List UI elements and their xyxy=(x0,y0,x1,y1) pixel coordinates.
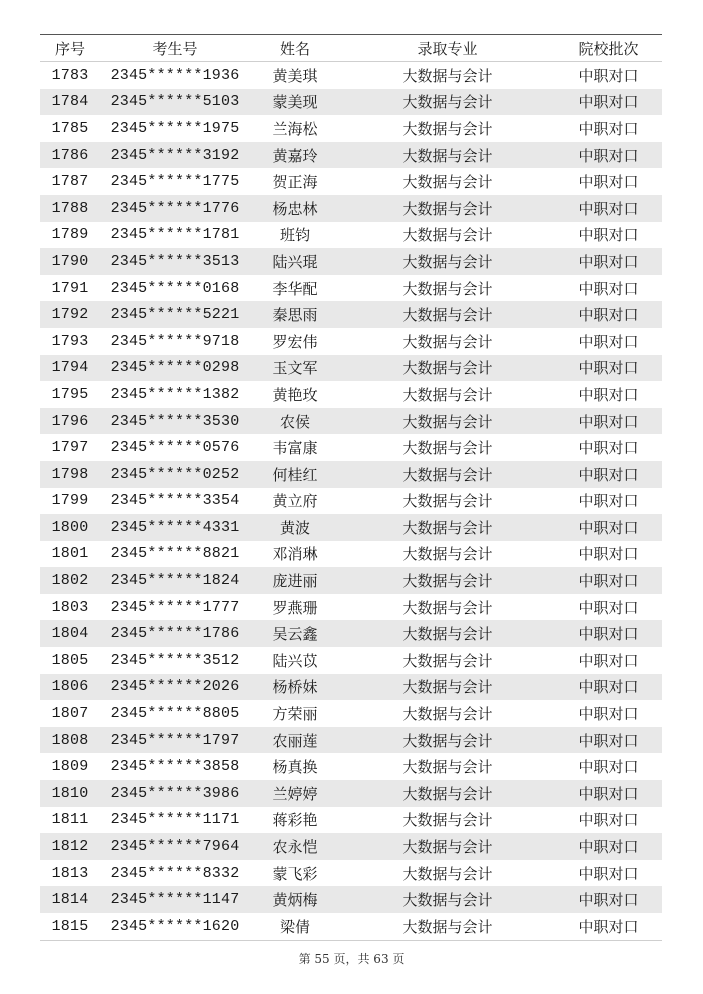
table-row xyxy=(40,541,662,568)
batch-cell: 中职对口 xyxy=(555,408,662,435)
table-row xyxy=(40,355,662,382)
header-batch: 院校批次 xyxy=(555,35,662,62)
candidate-id-cell: 2345******0252 xyxy=(100,461,250,488)
candidate-id-cell: 2345******8805 xyxy=(110,705,240,723)
serial-number-cell: 1801 xyxy=(51,545,89,563)
serial-number-cell: 1788 xyxy=(40,195,100,222)
name-cell: 蒋彩艳 xyxy=(272,811,318,830)
table-body xyxy=(40,62,662,941)
table-row xyxy=(40,753,662,780)
name-cell: 蒙美现 xyxy=(250,89,340,116)
name-cell: 兰海松 xyxy=(272,119,318,138)
serial-number-cell: 1786 xyxy=(40,142,100,169)
name-cell: 黄炳梅 xyxy=(250,886,340,913)
candidate-id-cell: 2345******8821 xyxy=(110,545,240,563)
major-cell: 大数据与会计 xyxy=(402,545,493,564)
major-cell: 大数据与会计 xyxy=(402,651,493,670)
major-cell: 大数据与会计 xyxy=(340,355,555,382)
major-cell: 大数据与会计 xyxy=(340,620,555,647)
serial-number-cell: 1811 xyxy=(51,811,89,829)
serial-number-cell: 1790 xyxy=(40,248,100,275)
table-row xyxy=(40,168,662,195)
candidate-id-cell: 2345******1786 xyxy=(100,620,250,647)
name-cell: 兰婷婷 xyxy=(250,780,340,807)
batch-cell: 中职对口 xyxy=(555,195,662,222)
candidate-id-cell: 2345******1936 xyxy=(110,66,240,84)
candidate-id-cell: 2345******1781 xyxy=(110,226,240,244)
name-cell: 班钧 xyxy=(279,226,310,245)
major-cell: 大数据与会计 xyxy=(340,195,555,222)
candidate-id-cell: 2345******5103 xyxy=(100,89,250,116)
name-cell: 陆兴琨 xyxy=(250,248,340,275)
table-row xyxy=(40,913,662,940)
candidate-id-cell: 2345******1824 xyxy=(100,567,250,594)
batch-cell: 中职对口 xyxy=(555,780,662,807)
major-cell: 大数据与会计 xyxy=(340,674,555,701)
batch-cell: 中职对口 xyxy=(578,332,639,351)
name-cell: 黄波 xyxy=(250,514,340,541)
table-row xyxy=(40,195,662,222)
serial-number-cell: 1803 xyxy=(51,598,89,616)
serial-number-cell: 1793 xyxy=(51,332,89,350)
serial-number-cell: 1805 xyxy=(51,651,89,669)
batch-cell: 中职对口 xyxy=(555,674,662,701)
table-row xyxy=(40,381,662,408)
batch-cell: 中职对口 xyxy=(555,567,662,594)
major-cell: 大数据与会计 xyxy=(402,226,493,245)
candidate-id-cell: 2345******1975 xyxy=(110,119,240,137)
table-header-row xyxy=(40,35,662,62)
serial-number-cell: 1794 xyxy=(40,355,100,382)
table-row xyxy=(40,461,662,488)
table-row xyxy=(40,674,662,701)
table-row xyxy=(40,62,662,89)
major-cell: 大数据与会计 xyxy=(340,248,555,275)
serial-number-cell: 1799 xyxy=(51,492,89,510)
batch-cell: 中职对口 xyxy=(555,886,662,913)
table-row xyxy=(40,620,662,647)
major-cell: 大数据与会计 xyxy=(340,886,555,913)
name-cell: 农丽莲 xyxy=(250,727,340,754)
serial-number-cell: 1806 xyxy=(40,674,100,701)
name-cell: 方荣丽 xyxy=(272,705,318,724)
name-cell: 杨忠林 xyxy=(250,195,340,222)
serial-number-cell: 1796 xyxy=(40,408,100,435)
batch-cell: 中职对口 xyxy=(578,705,639,724)
serial-number-cell: 1791 xyxy=(51,279,89,297)
serial-number-cell: 1784 xyxy=(40,89,100,116)
batch-cell: 中职对口 xyxy=(578,651,639,670)
name-cell: 何桂红 xyxy=(250,461,340,488)
candidate-id-cell: 2345******3858 xyxy=(110,758,240,776)
batch-cell: 中职对口 xyxy=(578,279,639,298)
major-cell: 大数据与会计 xyxy=(402,385,493,404)
name-cell: 农侯 xyxy=(250,408,340,435)
batch-cell: 中职对口 xyxy=(578,226,639,245)
major-cell: 大数据与会计 xyxy=(402,705,493,724)
name-cell: 罗宏伟 xyxy=(272,332,318,351)
candidate-id-cell: 2345******3192 xyxy=(100,142,250,169)
header-major: 录取专业 xyxy=(340,35,555,62)
candidate-id-cell: 2345******1797 xyxy=(100,727,250,754)
serial-number-cell: 1787 xyxy=(51,173,89,191)
candidate-id-cell: 2345******4331 xyxy=(100,514,250,541)
batch-cell: 中职对口 xyxy=(555,514,662,541)
batch-cell: 中职对口 xyxy=(578,492,639,511)
name-cell: 吴云鑫 xyxy=(250,620,340,647)
major-cell: 大数据与会计 xyxy=(340,514,555,541)
batch-cell: 中职对口 xyxy=(555,727,662,754)
candidate-id-cell: 2345******0298 xyxy=(100,355,250,382)
candidate-id-cell: 2345******7964 xyxy=(100,833,250,860)
candidate-id-cell: 2345******3513 xyxy=(100,248,250,275)
name-cell: 黄艳玫 xyxy=(272,385,318,404)
batch-cell: 中职对口 xyxy=(555,461,662,488)
major-cell: 大数据与会计 xyxy=(340,727,555,754)
table-row xyxy=(40,488,662,515)
candidate-id-cell: 2345******1775 xyxy=(110,173,240,191)
serial-number-cell: 1798 xyxy=(40,461,100,488)
major-cell: 大数据与会计 xyxy=(340,142,555,169)
major-cell: 大数据与会计 xyxy=(402,279,493,298)
batch-cell: 中职对口 xyxy=(578,545,639,564)
serial-number-cell: 1783 xyxy=(51,66,89,84)
candidate-id-cell: 2345******1777 xyxy=(110,598,240,616)
candidate-id-cell: 2345******0576 xyxy=(110,439,240,457)
batch-cell: 中职对口 xyxy=(578,598,639,617)
serial-number-cell: 1797 xyxy=(51,439,89,457)
header-name: 姓名 xyxy=(250,35,340,62)
serial-number-cell: 1815 xyxy=(40,913,100,940)
major-cell: 大数据与会计 xyxy=(340,833,555,860)
table-row xyxy=(40,647,662,674)
serial-number-cell: 1789 xyxy=(51,226,89,244)
major-cell: 大数据与会计 xyxy=(402,332,493,351)
name-cell: 黄嘉玲 xyxy=(250,142,340,169)
table-row xyxy=(40,860,662,887)
serial-number-cell: 1810 xyxy=(40,780,100,807)
table-row xyxy=(40,328,662,355)
batch-cell: 中职对口 xyxy=(555,913,662,940)
name-cell: 贺正海 xyxy=(272,173,318,192)
serial-number-cell: 1814 xyxy=(40,886,100,913)
serial-number-cell: 1808 xyxy=(40,727,100,754)
serial-number-cell: 1792 xyxy=(40,301,100,328)
major-cell: 大数据与会计 xyxy=(402,492,493,511)
serial-number-cell: 1807 xyxy=(51,705,89,723)
candidate-id-cell: 2345******3986 xyxy=(100,780,250,807)
batch-cell: 中职对口 xyxy=(555,89,662,116)
name-cell: 杨真换 xyxy=(272,758,318,777)
name-cell: 李华配 xyxy=(272,279,318,298)
table-row xyxy=(40,886,662,913)
table-row xyxy=(40,408,662,435)
table-row xyxy=(40,248,662,275)
table-row xyxy=(40,727,662,754)
name-cell: 黄美琪 xyxy=(272,66,318,85)
serial-number-cell: 1802 xyxy=(40,567,100,594)
batch-cell: 中职对口 xyxy=(555,248,662,275)
name-cell: 梁倩 xyxy=(250,913,340,940)
candidate-id-cell: 2345******9718 xyxy=(110,332,240,350)
candidate-id-cell: 2345******8332 xyxy=(110,864,240,882)
table-row xyxy=(40,142,662,169)
batch-cell: 中职对口 xyxy=(555,355,662,382)
major-cell: 大数据与会计 xyxy=(402,66,493,85)
table-row xyxy=(40,89,662,116)
major-cell: 大数据与会计 xyxy=(402,758,493,777)
header-candidate-id: 考生号 xyxy=(100,35,250,62)
admission-table xyxy=(40,34,662,941)
batch-cell: 中职对口 xyxy=(555,142,662,169)
candidate-id-cell: 2345******5221 xyxy=(100,301,250,328)
table-row xyxy=(40,567,662,594)
serial-number-cell: 1800 xyxy=(40,514,100,541)
major-cell: 大数据与会计 xyxy=(340,408,555,435)
name-cell: 韦富康 xyxy=(272,439,318,458)
name-cell: 杨桥妹 xyxy=(250,674,340,701)
name-cell: 黄立府 xyxy=(272,492,318,511)
major-cell: 大数据与会计 xyxy=(340,89,555,116)
table-row xyxy=(40,594,662,621)
major-cell: 大数据与会计 xyxy=(402,598,493,617)
name-cell: 罗燕珊 xyxy=(272,598,318,617)
serial-number-cell: 1809 xyxy=(51,758,89,776)
serial-number-cell: 1785 xyxy=(51,119,89,137)
table-row xyxy=(40,514,662,541)
name-cell: 邓消琳 xyxy=(272,545,318,564)
candidate-id-cell: 2345******2026 xyxy=(100,674,250,701)
table-row xyxy=(40,807,662,834)
batch-cell: 中职对口 xyxy=(578,119,639,138)
candidate-id-cell: 2345******3512 xyxy=(110,651,240,669)
major-cell: 大数据与会计 xyxy=(340,301,555,328)
major-cell: 大数据与会计 xyxy=(340,780,555,807)
table-row xyxy=(40,833,662,860)
batch-cell: 中职对口 xyxy=(555,620,662,647)
name-cell: 陆兴苡 xyxy=(272,651,318,670)
table-row xyxy=(40,780,662,807)
batch-cell: 中职对口 xyxy=(578,173,639,192)
major-cell: 大数据与会计 xyxy=(340,567,555,594)
candidate-id-cell: 2345******1382 xyxy=(110,385,240,403)
candidate-id-cell: 2345******1776 xyxy=(100,195,250,222)
major-cell: 大数据与会计 xyxy=(402,119,493,138)
name-cell: 蒙飞彩 xyxy=(272,864,318,883)
batch-cell: 中职对口 xyxy=(578,864,639,883)
candidate-id-cell: 2345******3530 xyxy=(100,408,250,435)
table-row xyxy=(40,222,662,249)
table-row xyxy=(40,434,662,461)
major-cell: 大数据与会计 xyxy=(402,173,493,192)
table-row xyxy=(40,301,662,328)
table-row xyxy=(40,275,662,302)
major-cell: 大数据与会计 xyxy=(402,811,493,830)
batch-cell: 中职对口 xyxy=(578,811,639,830)
table-row xyxy=(40,700,662,727)
candidate-id-cell: 2345******0168 xyxy=(110,279,240,297)
candidate-id-cell: 2345******1147 xyxy=(100,886,250,913)
serial-number-cell: 1812 xyxy=(40,833,100,860)
major-cell: 大数据与会计 xyxy=(340,461,555,488)
name-cell: 玉文军 xyxy=(250,355,340,382)
batch-cell: 中职对口 xyxy=(578,385,639,404)
serial-number-cell: 1795 xyxy=(51,385,89,403)
major-cell: 大数据与会计 xyxy=(402,439,493,458)
batch-cell: 中职对口 xyxy=(578,66,639,85)
name-cell: 庞进丽 xyxy=(250,567,340,594)
table-row xyxy=(40,115,662,142)
serial-number-cell: 1813 xyxy=(51,864,89,882)
candidate-id-cell: 2345******3354 xyxy=(110,492,240,510)
header-serial-number: 序号 xyxy=(40,35,100,62)
batch-cell: 中职对口 xyxy=(578,439,639,458)
major-cell: 大数据与会计 xyxy=(402,864,493,883)
batch-cell: 中职对口 xyxy=(555,833,662,860)
candidate-id-cell: 2345******1171 xyxy=(110,811,240,829)
batch-cell: 中职对口 xyxy=(555,301,662,328)
candidate-id-cell: 2345******1620 xyxy=(100,913,250,940)
major-cell: 大数据与会计 xyxy=(340,913,555,940)
page-number-footer: 第 55 页，共 63 页 xyxy=(298,952,405,966)
serial-number-cell: 1804 xyxy=(40,620,100,647)
name-cell: 秦思雨 xyxy=(250,301,340,328)
name-cell: 农永恺 xyxy=(250,833,340,860)
batch-cell: 中职对口 xyxy=(578,758,639,777)
